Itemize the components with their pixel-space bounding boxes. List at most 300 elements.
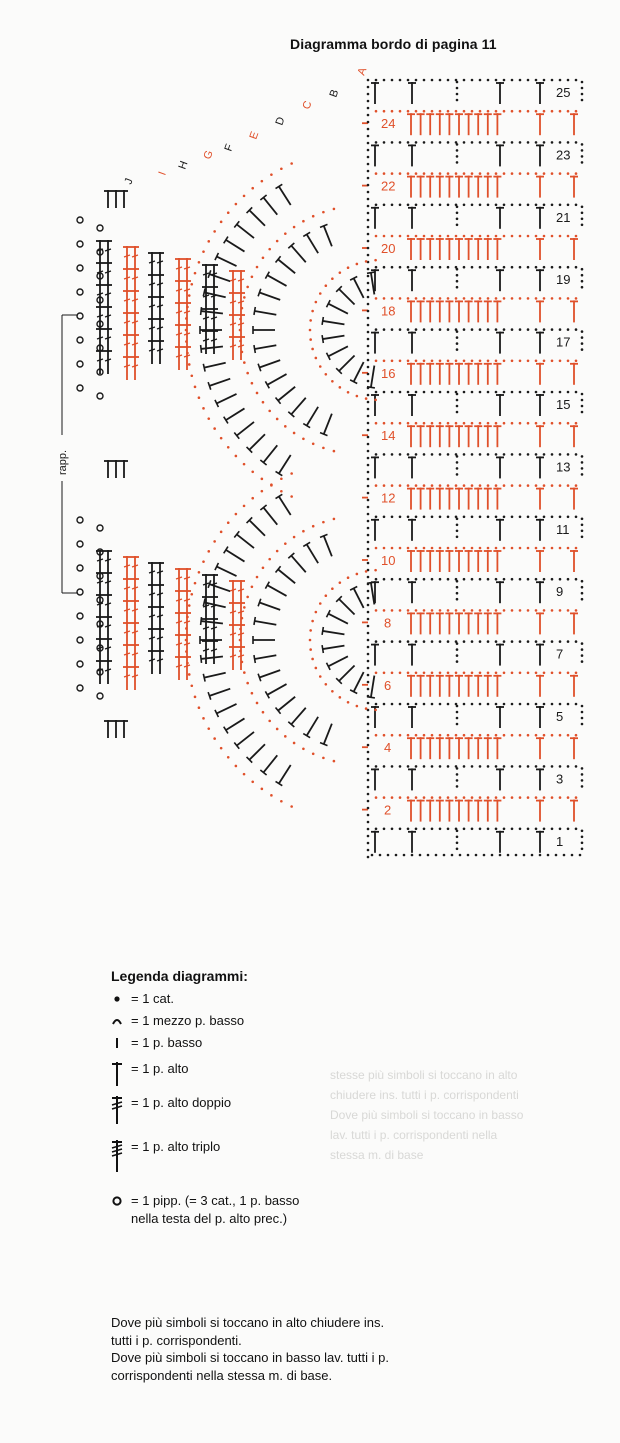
chain-dot xyxy=(581,711,584,714)
chain-dot xyxy=(391,360,394,363)
chain-dot xyxy=(302,530,305,533)
chain-dot xyxy=(551,765,554,768)
chain-dot xyxy=(375,110,378,113)
chain-dot xyxy=(503,547,506,550)
chain-dot xyxy=(543,79,546,82)
chain-dot xyxy=(463,266,466,269)
chain-dot xyxy=(581,212,584,215)
chain-dot xyxy=(407,765,410,768)
chain-dot xyxy=(499,854,502,857)
chain-dot xyxy=(511,297,514,300)
chain-dot xyxy=(431,578,434,581)
chain-dot xyxy=(551,453,554,456)
chain-dot xyxy=(367,625,370,628)
fan-stitch xyxy=(307,544,318,563)
chain-dot xyxy=(367,93,370,96)
chain-dot xyxy=(367,751,370,754)
chain-dot xyxy=(367,856,370,859)
chain-dot xyxy=(315,667,318,670)
chain-dot xyxy=(535,172,538,175)
fan-stitch xyxy=(204,602,225,607)
chain-dot xyxy=(383,422,386,425)
chain-dot xyxy=(471,796,474,799)
row-number: 3 xyxy=(556,771,564,787)
chain-dot xyxy=(375,297,378,300)
chain-dot xyxy=(559,734,562,737)
chain-dot xyxy=(367,359,370,362)
legend-title: Legenda diagrammi: xyxy=(111,968,248,984)
tr-icon xyxy=(111,1094,127,1128)
chain-dot xyxy=(503,609,506,612)
chain-dot xyxy=(367,835,370,838)
chain-dot xyxy=(447,391,450,394)
chain-dot xyxy=(559,328,562,331)
chain-dot xyxy=(431,204,434,207)
chain-dot xyxy=(415,828,418,831)
chain-dot xyxy=(415,734,418,737)
chain-dot xyxy=(367,478,370,481)
chain-dot xyxy=(539,854,542,857)
chain-dot xyxy=(511,328,514,331)
chain-dot xyxy=(367,163,370,166)
chain-dot xyxy=(455,235,458,238)
chain-dot xyxy=(423,765,426,768)
chain-dot xyxy=(479,828,482,831)
chain-dot xyxy=(519,578,522,581)
chain-dot xyxy=(439,796,442,799)
chain-dot xyxy=(487,453,490,456)
chain-dot xyxy=(391,796,394,799)
chain-dot xyxy=(581,773,584,776)
chain-dot xyxy=(246,372,249,375)
row-number: 22 xyxy=(381,178,396,194)
chain-dot xyxy=(471,516,474,519)
chain-dot xyxy=(367,513,370,516)
chain-dot xyxy=(246,596,249,599)
chain-dot xyxy=(383,609,386,612)
chain-dot xyxy=(551,235,554,238)
fan-stitch xyxy=(328,614,348,624)
chain-dot xyxy=(356,573,359,576)
chain-dot xyxy=(456,536,459,539)
chain-dot xyxy=(431,297,434,300)
fan-stitch xyxy=(255,311,277,315)
chain-dot xyxy=(543,796,546,799)
chain-dot xyxy=(375,391,378,394)
row-letter: F xyxy=(222,142,237,154)
chain-dot xyxy=(456,411,459,414)
chain-dot xyxy=(547,854,550,857)
picot-mark xyxy=(97,393,103,399)
chain-dot xyxy=(535,141,538,144)
chain-dot xyxy=(479,235,482,238)
chain-dot xyxy=(581,455,584,458)
chain-dot xyxy=(581,723,584,726)
chain-dot xyxy=(399,765,402,768)
chain-dot xyxy=(495,391,498,394)
chain-dot xyxy=(367,688,370,691)
chain-dot xyxy=(479,578,482,581)
chain-dot xyxy=(207,727,210,730)
chain-dot xyxy=(415,516,418,519)
chain-dot xyxy=(535,640,538,643)
chain-dot xyxy=(479,703,482,706)
chain-dot xyxy=(471,266,474,269)
chain-dot xyxy=(511,578,514,581)
chain-dot xyxy=(367,79,370,82)
diagram-title: Diagramma bordo di pagina 11 xyxy=(290,36,497,52)
chain-dot xyxy=(456,161,459,164)
chain-dot xyxy=(322,757,325,760)
chain-dot xyxy=(367,303,370,306)
chain-dot xyxy=(331,277,334,280)
chain-dot xyxy=(439,578,442,581)
row-number: 20 xyxy=(381,241,396,256)
chain-dot xyxy=(202,250,205,253)
chain-dot xyxy=(507,854,510,857)
fan-stitch xyxy=(307,234,318,253)
picot-mark xyxy=(77,565,83,571)
chain-dot xyxy=(415,360,418,363)
chain-dot xyxy=(575,796,578,799)
chain-dot xyxy=(455,547,458,550)
chain-dot xyxy=(339,386,342,389)
chain-dot xyxy=(423,672,426,675)
chain-dot xyxy=(391,172,394,175)
chain-dot xyxy=(495,765,498,768)
chain-dot xyxy=(487,204,490,207)
chain-dot xyxy=(535,235,538,238)
chain-dot xyxy=(365,570,368,573)
chain-dot xyxy=(503,703,506,706)
chain-dot xyxy=(213,737,216,740)
chain-dot xyxy=(567,484,570,487)
fan-stitch xyxy=(278,697,295,711)
chain-dot xyxy=(575,547,578,550)
chain-dot xyxy=(575,79,578,82)
chain-dot xyxy=(527,547,530,550)
picot-mark xyxy=(77,541,83,547)
fan-stitch xyxy=(339,289,355,305)
chain-dot xyxy=(383,110,386,113)
chain-dot xyxy=(567,110,570,113)
chain-dot xyxy=(471,703,474,706)
chain-dot xyxy=(367,331,370,334)
picot-mark xyxy=(77,517,83,523)
row-letter: H xyxy=(176,159,191,172)
chain-dot xyxy=(479,266,482,269)
chain-dot xyxy=(487,796,490,799)
fan-stitch xyxy=(279,496,291,515)
chain-dot xyxy=(399,734,402,737)
chain-dot xyxy=(559,672,562,675)
fan-stitch xyxy=(339,355,355,371)
chain-dot xyxy=(527,266,530,269)
chain-dot xyxy=(375,516,378,519)
chain-dot xyxy=(511,141,514,144)
chain-dot xyxy=(415,765,418,768)
chain-dot xyxy=(383,360,386,363)
chain-dot xyxy=(519,172,522,175)
chain-dot xyxy=(367,779,370,782)
chain-dot xyxy=(471,79,474,82)
chain-dot xyxy=(256,576,259,579)
chain-dot xyxy=(456,461,459,464)
chain-dot xyxy=(559,79,562,82)
chain-dot xyxy=(367,275,370,278)
fan-stitch xyxy=(354,278,364,298)
chain-dot xyxy=(270,483,273,486)
chain-dot xyxy=(439,235,442,238)
chain-dot xyxy=(471,578,474,581)
chain-dot xyxy=(213,427,216,430)
chain-dot xyxy=(268,410,271,413)
chain-dot xyxy=(391,703,394,706)
chain-dot xyxy=(262,257,265,260)
chain-dot xyxy=(471,672,474,675)
chain-dot xyxy=(280,477,283,480)
chain-dot xyxy=(188,363,191,366)
chain-dot xyxy=(456,405,459,408)
chain-dot xyxy=(293,432,296,435)
chain-dot xyxy=(447,609,450,612)
show-through-text: Dove più simboli si toccano in basso xyxy=(330,1108,524,1122)
chain-dot xyxy=(407,516,410,519)
chain-dot xyxy=(471,328,474,331)
chain-dot xyxy=(333,208,336,211)
chain-dot xyxy=(523,854,526,857)
chain-dot xyxy=(479,796,482,799)
chain-dot xyxy=(581,717,584,720)
chain-dot xyxy=(415,204,418,207)
chain-dot xyxy=(567,204,570,207)
chain-dot xyxy=(543,547,546,550)
chain-dot xyxy=(543,828,546,831)
fan-stitch xyxy=(204,292,225,297)
chain-dot xyxy=(559,640,562,643)
chain-dot xyxy=(423,328,426,331)
chain-dot xyxy=(375,547,378,550)
chain-dot xyxy=(575,204,578,207)
chain-dot xyxy=(423,484,426,487)
fan-stitch xyxy=(291,246,305,263)
chain-dot xyxy=(559,266,562,269)
chain-dot xyxy=(503,266,506,269)
chain-dot xyxy=(511,360,514,363)
chain-dot xyxy=(511,204,514,207)
chain-dot xyxy=(367,765,370,768)
chain-dot xyxy=(213,540,216,543)
chain-dot xyxy=(356,263,359,266)
chain-dot xyxy=(367,492,370,495)
chain-dot xyxy=(503,453,506,456)
fan-stitch xyxy=(323,631,345,634)
chain-dot xyxy=(309,629,312,632)
chain-dot xyxy=(551,360,554,363)
chain-dot xyxy=(527,328,530,331)
chain-dot xyxy=(374,709,377,712)
chain-dot xyxy=(503,110,506,113)
chain-dot xyxy=(325,594,328,597)
chain-dot xyxy=(511,79,514,82)
chain-dot xyxy=(456,848,459,851)
chain-dot xyxy=(519,765,522,768)
chain-dot xyxy=(375,734,378,737)
fan-stitch xyxy=(291,556,305,573)
chain-dot xyxy=(399,796,402,799)
chain-dot xyxy=(455,422,458,425)
note-line: tutti i p. corrispondenti. xyxy=(111,1332,242,1348)
chain-dot xyxy=(581,155,584,158)
chain-dot xyxy=(519,828,522,831)
chain-dot xyxy=(503,640,506,643)
chain-dot xyxy=(391,516,394,519)
chain-dot xyxy=(312,752,315,755)
chain-dot xyxy=(302,437,305,440)
chain-dot xyxy=(439,672,442,675)
chain-dot xyxy=(447,516,450,519)
chain-dot xyxy=(375,204,378,207)
chain-dot xyxy=(456,580,459,583)
chain-dot xyxy=(527,235,530,238)
chain-dot xyxy=(399,79,402,82)
chain-dot xyxy=(567,734,570,737)
row-letter: C xyxy=(300,99,315,112)
chain-dot xyxy=(527,453,530,456)
fan-stitch xyxy=(328,346,348,356)
chain-dot xyxy=(365,397,368,400)
chain-dot xyxy=(431,79,434,82)
chain-dot xyxy=(527,703,530,706)
chain-dot xyxy=(374,259,377,262)
chain-dot xyxy=(407,141,410,144)
chain-dot xyxy=(581,660,584,663)
chain-dot xyxy=(439,734,442,737)
chain-dot xyxy=(367,408,370,411)
chain-dot xyxy=(456,518,459,521)
chain-dot xyxy=(415,328,418,331)
chain-dot xyxy=(511,828,514,831)
chain-dot xyxy=(567,547,570,550)
chain-dot xyxy=(463,484,466,487)
chain-dot xyxy=(431,453,434,456)
chain-dot xyxy=(543,422,546,425)
chain-dot xyxy=(367,744,370,747)
chain-dot xyxy=(399,453,402,456)
chain-dot xyxy=(391,453,394,456)
chain-dot xyxy=(495,703,498,706)
chain-dot xyxy=(535,453,538,456)
picot-mark xyxy=(77,685,83,691)
chain-dot xyxy=(471,609,474,612)
chain-dot xyxy=(312,525,315,528)
fan-stitch xyxy=(226,240,245,252)
chain-dot xyxy=(284,542,287,545)
chain-dot xyxy=(535,360,538,363)
chain-dot xyxy=(375,484,378,487)
chain-dot xyxy=(367,394,370,397)
chain-dot xyxy=(559,391,562,394)
chain-dot xyxy=(479,765,482,768)
chain-dot xyxy=(467,854,470,857)
chain-dot xyxy=(309,648,312,651)
fan-stitch xyxy=(259,293,280,300)
chain-dot xyxy=(423,422,426,425)
chain-dot xyxy=(471,110,474,113)
chain-dot xyxy=(356,395,359,398)
chain-dot xyxy=(391,484,394,487)
chain-dot xyxy=(367,562,370,565)
chain-dot xyxy=(309,329,312,332)
chain-dot xyxy=(471,172,474,175)
fan-stitch xyxy=(226,550,245,562)
chain-dot xyxy=(439,828,442,831)
chain-dot xyxy=(367,506,370,509)
chain-dot xyxy=(581,268,584,271)
chain-dot xyxy=(581,779,584,782)
chain-dot xyxy=(511,547,514,550)
chain-dot xyxy=(559,703,562,706)
chain-dot xyxy=(407,640,410,643)
chain-dot xyxy=(280,167,283,170)
chain-dot xyxy=(581,842,584,845)
chain-dot xyxy=(367,758,370,761)
chain-dot xyxy=(455,110,458,113)
chain-dot xyxy=(347,701,350,704)
chain-dot xyxy=(367,86,370,89)
chain-dot xyxy=(367,660,370,663)
chain-dot xyxy=(261,490,264,493)
chain-dot xyxy=(407,422,410,425)
chain-dot xyxy=(443,854,446,857)
chain-dot xyxy=(581,518,584,521)
chain-dot xyxy=(581,836,584,839)
chain-dot xyxy=(391,765,394,768)
chain-dot xyxy=(575,297,578,300)
chain-dot xyxy=(567,141,570,144)
chain-dot xyxy=(280,800,283,803)
chain-dot xyxy=(581,536,584,539)
chain-dot xyxy=(367,352,370,355)
row-number: 9 xyxy=(556,584,564,600)
chain-dot xyxy=(575,235,578,238)
chain-dot xyxy=(479,360,482,363)
chain-dot xyxy=(551,578,554,581)
chain-dot xyxy=(519,547,522,550)
chain-dot xyxy=(581,87,584,90)
chain-dot xyxy=(407,578,410,581)
chain-dot xyxy=(535,547,538,550)
chain-dot xyxy=(256,392,259,395)
chain-dot xyxy=(251,780,254,783)
chain-dot xyxy=(456,218,459,221)
picot-mark xyxy=(77,337,83,343)
chain-dot xyxy=(367,499,370,502)
chain-dot xyxy=(503,391,506,394)
chain-dot xyxy=(312,442,315,445)
chain-dot xyxy=(463,79,466,82)
chain-dot xyxy=(535,79,538,82)
chain-dot xyxy=(439,547,442,550)
chain-dot xyxy=(447,484,450,487)
chain-dot xyxy=(535,266,538,269)
chain-dot xyxy=(575,328,578,331)
chain-dot xyxy=(535,516,538,519)
chain-dot xyxy=(268,558,271,561)
chain-dot xyxy=(262,401,265,404)
chain-dot xyxy=(391,328,394,331)
chain-dot xyxy=(447,204,450,207)
